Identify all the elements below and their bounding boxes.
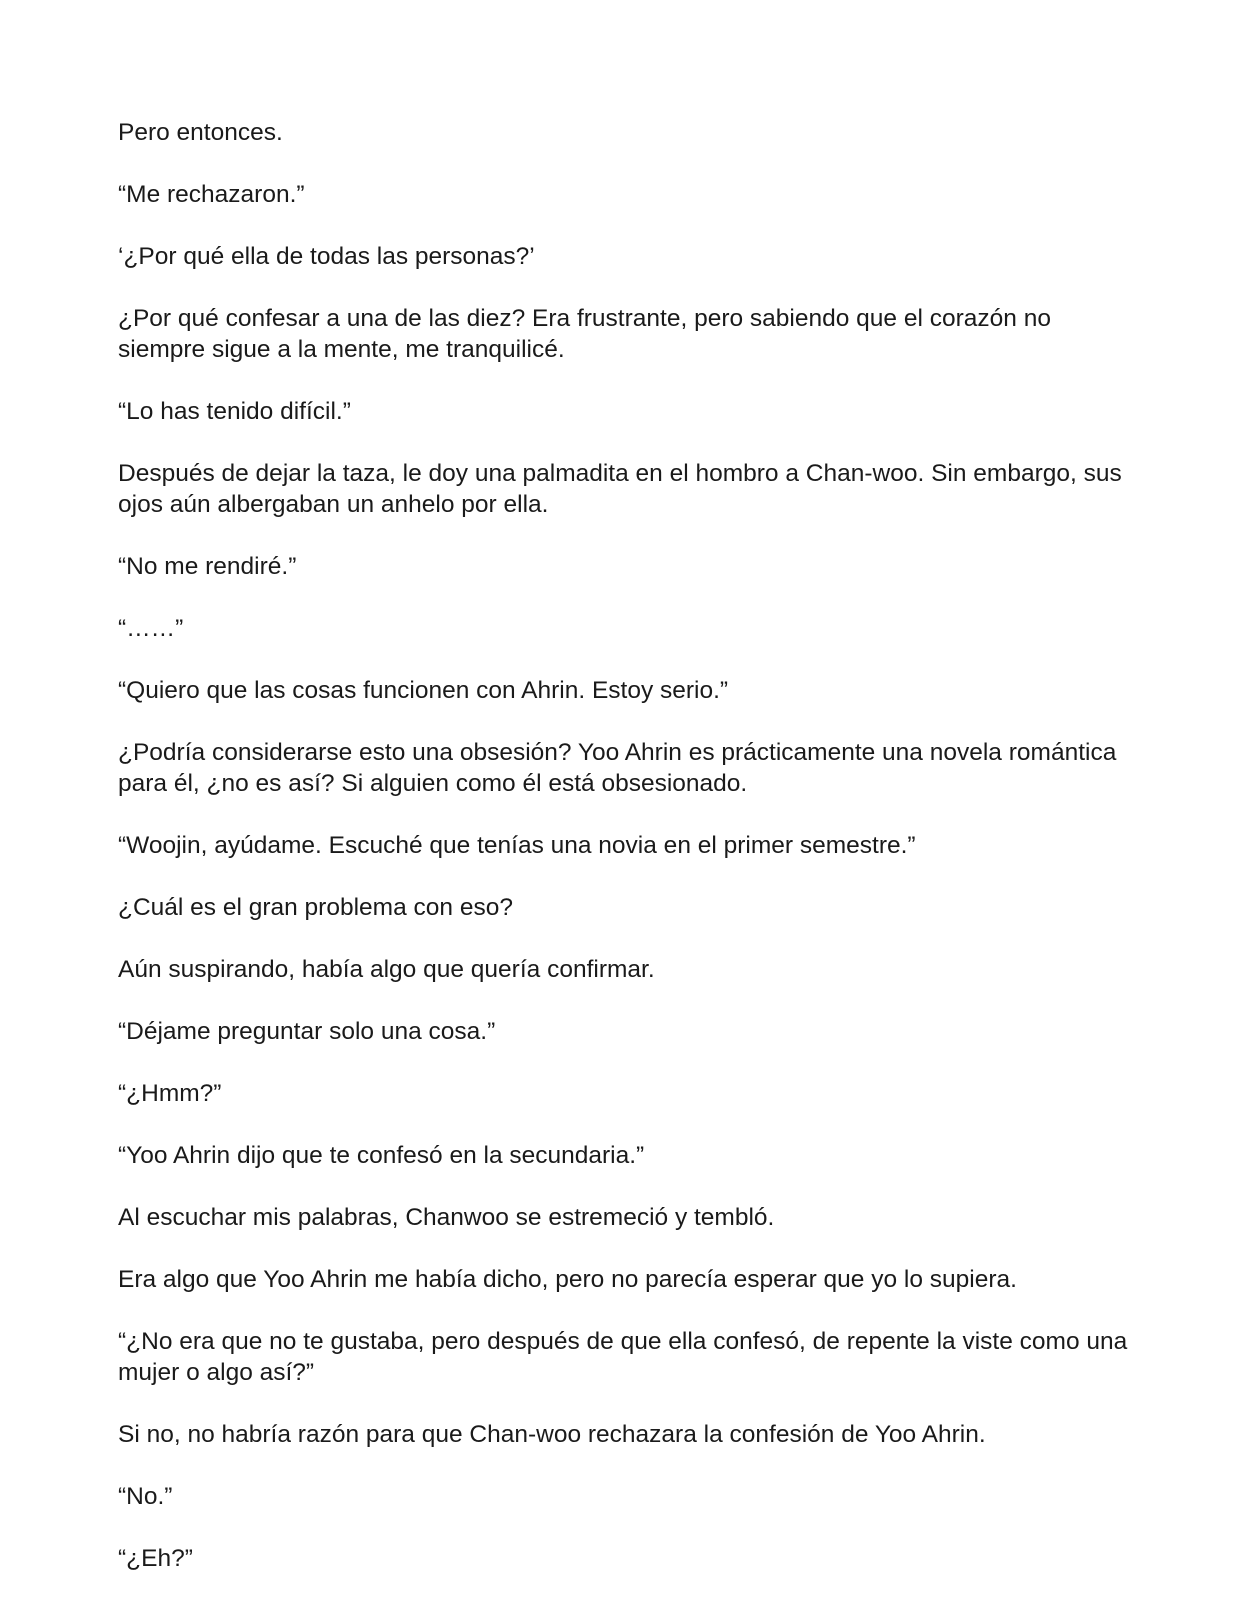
paragraph: “Yoo Ahrin dijo que te confesó en la secundaria.” <box>118 1142 645 1169</box>
paragraph: Aún suspirando, había algo que quería confirmar. <box>118 956 655 983</box>
paragraph: “No.” <box>118 1483 173 1510</box>
paragraph: “Lo has tenido difícil.” <box>118 398 351 425</box>
paragraph: ¿Por qué confesar a una de las diez? Era frustrante, pero sabiendo que el corazón no siempre sigue a la mente, me tranquilicé. <box>118 305 1051 363</box>
paragraph: ‘¿Por qué ella de todas las personas?’ <box>118 243 535 270</box>
paragraph: ¿Cuál es el gran problema con eso? <box>118 894 513 921</box>
paragraph: “Déjame preguntar solo una cosa.” <box>118 1018 496 1045</box>
paragraph: “¿Eh?” <box>118 1545 193 1572</box>
paragraph: ¿Podría considerarse esto una obsesión? Yoo Ahrin es prácticamente una novela romántica para él, ¿no es así? Si alguien como él está obsesionado. <box>118 739 1117 797</box>
paragraph: Era algo que Yoo Ahrin me había dicho, pero no parecía esperar que yo lo supiera. <box>118 1266 1017 1293</box>
paragraph: Pero entonces. <box>118 119 283 146</box>
paragraph: Si no, no habría razón para que Chan-woo rechazara la confesión de Yoo Ahrin. <box>118 1421 986 1448</box>
paragraph: Al escuchar mis palabras, Chanwoo se estremeció y tembló. <box>118 1204 775 1231</box>
paragraph: “¿Hmm?” <box>118 1080 222 1107</box>
document-body <box>118 117 1128 1605</box>
paragraph: “¿No era que no te gustaba, pero después de que ella confesó, de repente la viste como una mujer o algo así?” <box>118 1328 1128 1386</box>
paragraph: Después de dejar la taza, le doy una palmadita en el hombro a Chan-woo. Sin embargo, sus ojos aún albergaban un anhelo por ella. <box>118 460 1122 518</box>
paragraph: “No me rendiré.” <box>118 553 297 580</box>
paragraph: “Quiero que las cosas funcionen con Ahrin. Estoy serio.” <box>118 677 729 704</box>
paragraph: “……” <box>118 615 184 642</box>
paragraph: “Me rechazaron.” <box>118 181 305 208</box>
paragraph: “Woojin, ayúdame. Escuché que tenías una novia en el primer semestre.” <box>118 832 916 859</box>
